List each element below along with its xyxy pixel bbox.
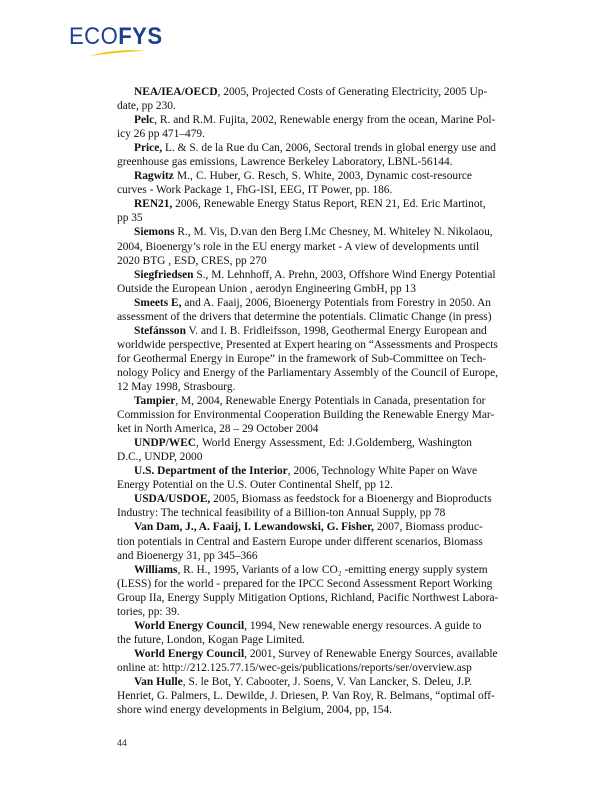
reference-line: [117, 366, 498, 380]
reference-entry: [117, 296, 492, 324]
reference-line: [117, 591, 499, 605]
reference-text: 2007, Biomass produc-: [373, 521, 483, 534]
reference-text: tories, pp: 39.: [117, 605, 180, 618]
reference-text: D.C., UNDP, 2000: [117, 451, 203, 464]
logo-wordmark: [69, 23, 163, 50]
reference-line: [117, 254, 472, 268]
reference-text: nology Policy and Energy of the Parliamentary Assembly of the Council of Europe,: [117, 366, 498, 379]
reference-author: NEA/IEA/OECD: [134, 86, 218, 98]
reference-line: [117, 282, 472, 296]
reference-entry: [117, 85, 488, 113]
reference-list: [117, 85, 499, 717]
reference-text: date, pp 230.: [117, 100, 176, 113]
reference-text: 2020 BTG , ESD, CRES, pp 270: [117, 254, 267, 267]
reference-author: Stefánsson: [134, 324, 186, 337]
reference-entry: [117, 619, 482, 647]
reference-entry: [117, 492, 492, 520]
reference-text: for Geothermal Energy in Europe” in the framework of Sub-Committee on Tech-: [117, 352, 487, 365]
reference-line: [117, 155, 472, 169]
reference-line: [117, 268, 496, 282]
reference-author: Tampier: [134, 395, 176, 408]
logo-swoosh-icon: [87, 48, 147, 58]
reference-author: U.S. Department of the Interior: [134, 465, 288, 478]
reference-text: 2006, Renewable Energy Status Report, REN 21, Ed. Eric Martinot,: [172, 198, 486, 211]
reference-text: ket in North America, 28 – 29 October 2004: [117, 423, 319, 436]
reference-line: [117, 549, 472, 563]
reference-line: [117, 197, 486, 211]
reference-text: curves - Work Package 1, FhG-ISI, EEG, IT Power, pp. 186.: [117, 184, 393, 197]
reference-line: [117, 689, 495, 703]
reference-line: [117, 535, 483, 549]
reference-author: Van Hulle: [134, 675, 183, 688]
reference-entry: [117, 113, 496, 141]
reference-author: Ragwitz: [134, 170, 174, 183]
reference-line: [117, 211, 472, 225]
reference-text: shore wind energy developments in Belgium, 2004, pp, 154.: [117, 704, 393, 717]
reference-author: Price,: [134, 142, 163, 155]
reference-text: , S. le Bot, Y. Cabooter, J. Soens, V. Van Lancker, S. Deleu, J.P.: [182, 675, 472, 688]
reference-text: (LESS) for the world - prepared for the IPCC Second Assessment Report Working: [117, 577, 493, 590]
reference-line: [117, 661, 472, 675]
reference-text: , M, 2004, Renewable Energy Potentials in Canada, presentation for: [175, 395, 486, 408]
reference-line: [117, 240, 480, 254]
reference-text: , 2001, Survey of Renewable Energy Sources, available: [244, 647, 498, 660]
reference-text: Outside the European Union , aerodyn Engineering GmbH, pp 13: [117, 282, 416, 295]
logo-text-light: ECO: [69, 23, 119, 50]
reference-text: Industry: The technical feasibility of a Billion-ton Annual Supply, pp 78: [117, 507, 446, 520]
reference-line: [117, 506, 472, 520]
reference-line: [117, 99, 472, 113]
reference-author: REN21,: [134, 198, 173, 211]
reference-entry: [117, 169, 472, 197]
reference-entry: [117, 436, 472, 464]
reference-entry: [117, 394, 495, 436]
reference-text: R., M. Vis, D.van den Berg I.Mc Chesney, M. Whiteley N. Nikolaou,: [174, 226, 493, 239]
reference-line: [117, 380, 472, 394]
reference-text: online at: http://212.125.77.15/wec-geis/publications/reports/ser/overview.asp: [117, 661, 472, 674]
reference-line: [117, 605, 472, 619]
reference-text: V. and I. B. Fridleifsson, 1998, Geothermal Energy European and: [185, 324, 487, 337]
reference-line: [117, 127, 472, 141]
page-number: 44: [117, 738, 128, 748]
reference-author: UNDP/WEC: [134, 437, 197, 450]
reference-text: L. & S. de la Rue du Can, 2006, Sectoral trends in global energy use and: [162, 142, 496, 155]
reference-text: Energy Potential on the U.S. Outer Continental Shelf, pp 12.: [117, 479, 393, 492]
reference-author: Pelc: [134, 114, 155, 127]
reference-line: [117, 577, 493, 591]
reference-text: S., M. Lehnhoff, A. Prehn, 2003, Offshore Wind Energy Potential: [193, 268, 496, 281]
reference-author: World Energy Council: [134, 619, 245, 632]
reference-author: Siegfriedsen: [134, 268, 194, 281]
reference-text: assessment of the drivers that determine the potentials. Climatic Change (in press): [117, 310, 492, 323]
reference-line: [117, 492, 492, 506]
reference-author: World Energy Council: [134, 647, 245, 660]
reference-entry: [117, 141, 496, 169]
reference-text: , 1994, New renewable energy resources. A guide to: [244, 619, 482, 632]
reference-text: and A. Faaij, 2006, Bioenergy Potentials from Forestry in 2050. An: [181, 296, 491, 309]
reference-text: 2005, Biomass as feedstock for a Bioenergy and Bioproducts: [210, 493, 492, 506]
reference-line: [117, 296, 491, 310]
reference-line: [117, 520, 483, 534]
reference-author: Smeets E,: [134, 296, 182, 309]
reference-text: M., C. Huber, G. Resch, S. White, 2003, Dynamic cost-resource: [173, 170, 472, 183]
reference-line: [117, 310, 492, 324]
reference-line: [117, 675, 472, 689]
reference-line: [117, 450, 472, 464]
reference-text: Commission for Environmental Cooperation Building the Renewable Energy Mar-: [117, 409, 495, 422]
reference-line: [117, 141, 496, 155]
reference-line: [117, 324, 487, 338]
reference-line: [117, 633, 472, 647]
reference-entry: [117, 324, 498, 394]
reference-text: , 2005, Projected Costs of Generating Electricity, 2005 Up-: [217, 86, 488, 98]
reference-line: [117, 338, 498, 352]
reference-line: [117, 422, 472, 436]
reference-line: [117, 563, 488, 577]
reference-entry: [117, 675, 495, 717]
reference-line: [117, 225, 493, 239]
ecofys-logo: [69, 23, 163, 58]
reference-text: icy 26 pp 471–479.: [117, 128, 205, 141]
reference-line: [117, 408, 495, 422]
reference-line: [117, 394, 486, 408]
reference-text: and Bioenergy 31, pp 345–366: [117, 549, 258, 562]
reference-text: 12 May 1998, Strasbourg.: [117, 380, 236, 393]
logo-text-bold: FYS: [118, 23, 163, 50]
reference-text: , World Energy Assessment, Ed: J.Goldemberg, Washington: [196, 437, 472, 450]
reference-text: the future, London, Kogan Page Limited.: [117, 633, 305, 646]
reference-author: Williams: [134, 563, 178, 576]
reference-entry: [117, 464, 478, 492]
reference-entry: [117, 197, 486, 225]
reference-line: [117, 619, 482, 633]
reference-text: , R. H., 1995, Variants of a low CO₂ -emitting energy supply system: [177, 563, 488, 576]
reference-text: greenhouse gas emissions, Lawrence Berkeley Laboratory, LBNL-56144.: [117, 156, 453, 169]
reference-text: , R. and R.M. Fujita, 2002, Renewable energy from the ocean, Marine Pol-: [154, 114, 496, 127]
reference-author: Van Dam, J., A. Faaij, I. Lewandowski, G. Fisher,: [134, 521, 374, 534]
reference-text: tion potentials in Central and Eastern Europe under different scenarios, Biomass: [117, 535, 483, 548]
reference-line: [117, 352, 487, 366]
reference-entry: [117, 268, 496, 296]
reference-line: [117, 703, 472, 717]
reference-author: USDA/USDOE,: [134, 493, 211, 506]
reference-line: [117, 647, 498, 661]
reference-line: [117, 436, 472, 450]
reference-line: [117, 169, 472, 183]
reference-text: Henriet, G. Palmers, L. Dewilde, J. Driesen, P. Van Roy, R. Belmans, “optimal off-: [117, 690, 495, 703]
reference-entry: [117, 520, 483, 562]
reference-author: Siemons: [134, 226, 175, 239]
reference-entry: [117, 647, 498, 675]
reference-text: pp 35: [117, 212, 143, 225]
reference-entry: [117, 563, 499, 619]
reference-line: [117, 183, 472, 197]
reference-text: Group IIa, Energy Supply Mitigation Options, Richland, Pacific Northwest Labora-: [117, 591, 499, 604]
reference-entry: [117, 225, 493, 267]
reference-line: [117, 464, 478, 478]
reference-line: [117, 478, 472, 492]
reference-text: , 2006, Technology White Paper on Wave: [287, 465, 478, 478]
reference-line: [117, 85, 488, 99]
reference-line: [117, 113, 496, 127]
reference-text: worldwide perspective, Presented at Expert hearing on “Assessments and Prospects: [117, 338, 498, 351]
reference-text: 2004, Bioenergy’s role in the EU energy market - A view of developments until: [117, 240, 480, 253]
